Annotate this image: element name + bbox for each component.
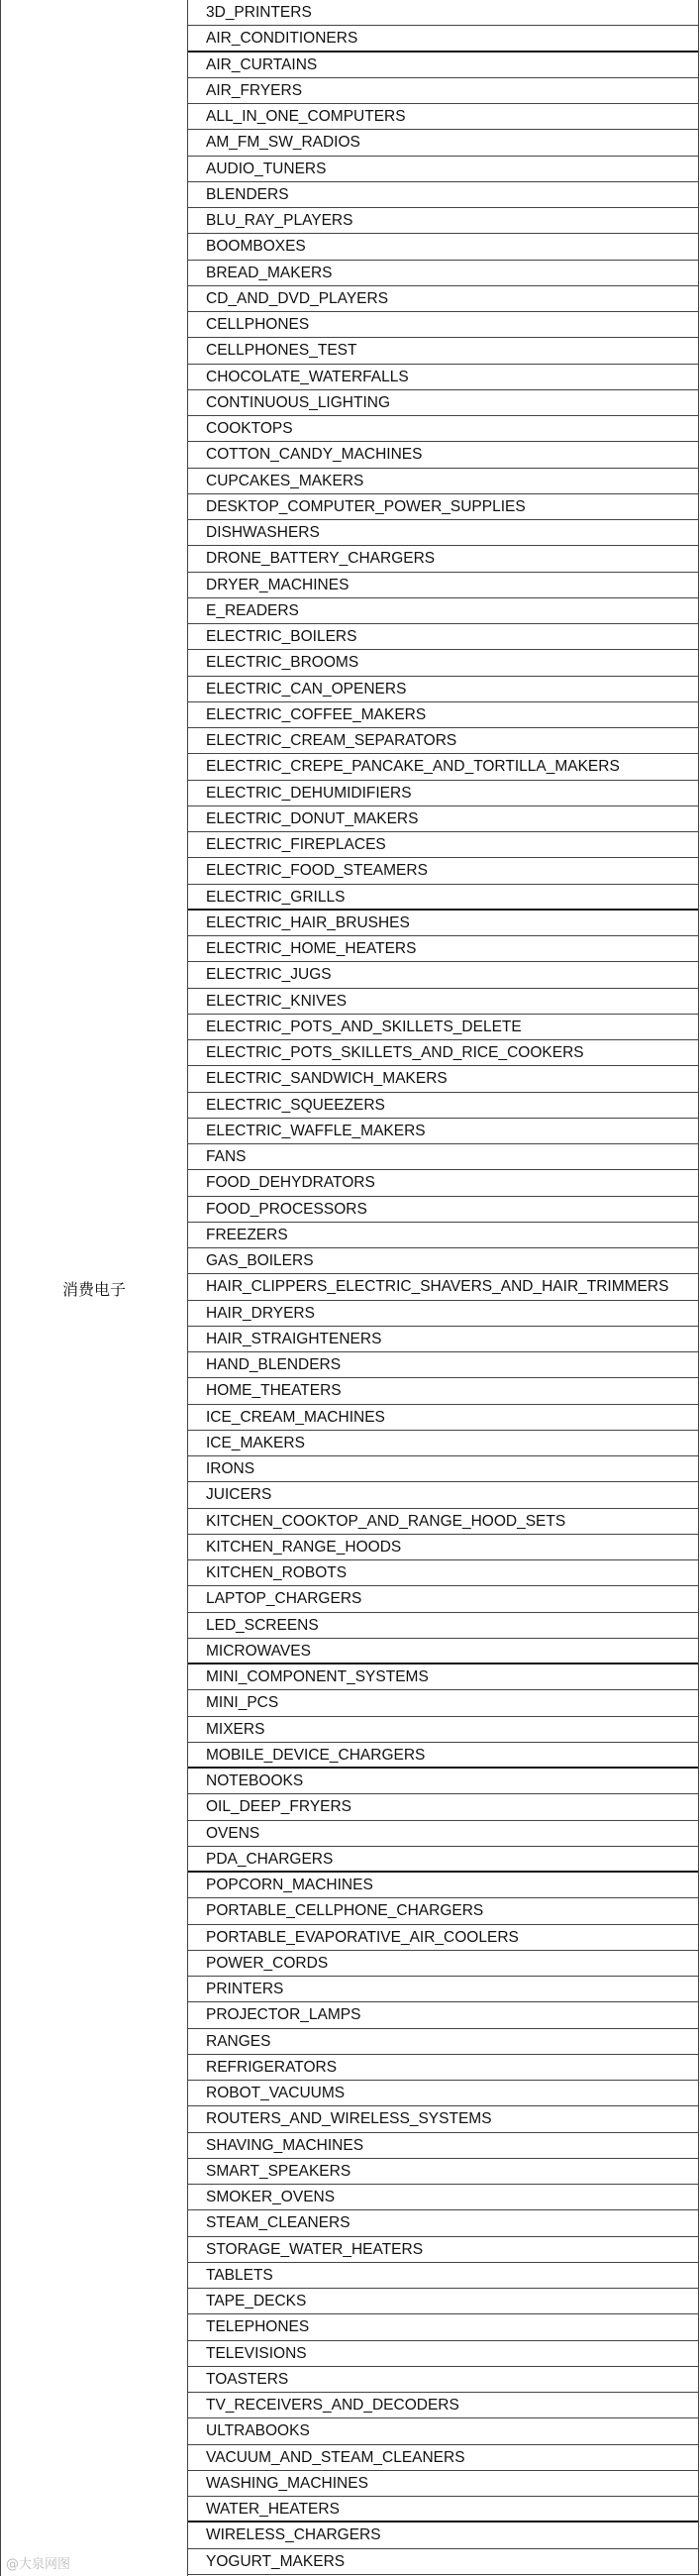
table-row[interactable]: HAND_BLENDERS (188, 1352, 698, 1378)
table-row[interactable]: TELEPHONES (188, 2314, 698, 2340)
table-row[interactable]: VACUUM_AND_STEAM_CLEANERS (188, 2445, 698, 2471)
table-row[interactable]: ELECTRIC_KNIVES (188, 989, 698, 1015)
table-row[interactable]: ROBOT_VACUUMS (188, 2081, 698, 2106)
table-row[interactable]: FOOD_PROCESSORS (188, 1197, 698, 1223)
table-row[interactable]: ELECTRIC_FOOD_STEAMERS (188, 858, 698, 884)
table-row[interactable]: TV_RECEIVERS_AND_DECODERS (188, 2393, 698, 2418)
table-row[interactable]: HOME_THEATERS (188, 1378, 698, 1404)
table-row[interactable]: HAIR_DRYERS (188, 1301, 698, 1327)
table-row[interactable]: ELECTRIC_DONUT_MAKERS (188, 806, 698, 832)
category-label: 消费电子 (61, 1279, 126, 1299)
table-row[interactable]: STEAM_CLEANERS (188, 2210, 698, 2236)
table-row[interactable]: ELECTRIC_POTS_AND_SKILLETS_DELETE (188, 1015, 698, 1040)
table-row[interactable]: ALL_IN_ONE_COMPUTERS (188, 104, 698, 130)
table-row[interactable]: DESKTOP_COMPUTER_POWER_SUPPLIES (188, 494, 698, 520)
table-row[interactable]: ICE_CREAM_MACHINES (188, 1405, 698, 1431)
table-row[interactable]: CONTINUOUS_LIGHTING (188, 390, 698, 416)
table-row[interactable]: ELECTRIC_BROOMS (188, 650, 698, 676)
item-list (188, 0, 699, 2575)
table-row[interactable]: CELLPHONES_TEST (188, 338, 698, 364)
table-row[interactable]: ELECTRIC_BOILERS (188, 624, 698, 650)
table-row[interactable]: MOBILE_DEVICE_CHARGERS (188, 1743, 698, 1769)
table-row[interactable]: ELECTRIC_FIREPLACES (188, 832, 698, 858)
table-row[interactable]: STORAGE_WATER_HEATERS (188, 2237, 698, 2263)
table-row[interactable]: POWER_CORDS (188, 1951, 698, 1977)
table-row[interactable]: JUICERS (188, 1482, 698, 1508)
table-row[interactable]: CHOCOLATE_WATERFALLS (188, 365, 698, 390)
table-row[interactable]: COOKTOPS (188, 416, 698, 442)
table-row[interactable]: MINI_PCS (188, 1690, 698, 1716)
table-row[interactable]: BOOMBOXES (188, 234, 698, 260)
table-row[interactable]: PROJECTOR_LAMPS (188, 2002, 698, 2028)
table-row[interactable]: FREEZERS (188, 1223, 698, 1248)
table-row[interactable]: SHAVING_MACHINES (188, 2133, 698, 2159)
table-row[interactable]: RANGES (188, 2029, 698, 2055)
table-row[interactable]: REFRIGERATORS (188, 2055, 698, 2081)
table-row[interactable]: MINI_COMPONENT_SYSTEMS (188, 1664, 698, 1690)
table-row[interactable]: CUPCAKES_MAKERS (188, 469, 698, 494)
table-row[interactable]: LED_SCREENS (188, 1613, 698, 1639)
table-row[interactable]: WIRELESS_CHARGERS (188, 2522, 698, 2548)
table-row[interactable]: KITCHEN_RANGE_HOODS (188, 1535, 698, 1560)
watermark: @大泉网图 (6, 2557, 71, 2572)
table-row[interactable]: DRONE_BATTERY_CHARGERS (188, 546, 698, 572)
table-row[interactable]: NOTEBOOKS (188, 1769, 698, 1794)
table-row[interactable]: CELLPHONES (188, 312, 698, 338)
table-row[interactable]: AIR_FRYERS (188, 78, 698, 104)
table-row[interactable]: ROUTERS_AND_WIRELESS_SYSTEMS (188, 2106, 698, 2132)
table-row[interactable]: WATER_HEATERS (188, 2497, 698, 2522)
table-row[interactable]: BLENDERS (188, 182, 698, 208)
table-row[interactable]: COTTON_CANDY_MACHINES (188, 442, 698, 468)
table-row[interactable]: FOOD_DEHYDRATORS (188, 1170, 698, 1196)
table-row[interactable]: ELECTRIC_SANDWICH_MAKERS (188, 1066, 698, 1092)
table-row[interactable]: TABLETS (188, 2263, 698, 2289)
table-row[interactable]: TAPE_DECKS (188, 2289, 698, 2314)
table-row[interactable]: OIL_DEEP_FRYERS (188, 1794, 698, 1820)
table-row[interactable]: 3D_PRINTERS (188, 0, 698, 26)
table-row[interactable]: IRONS (188, 1456, 698, 1482)
table-row[interactable]: YOGURT_MAKERS (188, 2549, 698, 2575)
table-row[interactable]: AIR_CONDITIONERS (188, 26, 698, 52)
table-row[interactable]: FANS (188, 1144, 698, 1170)
table-row[interactable]: ELECTRIC_CREAM_SEPARATORS (188, 728, 698, 754)
table-row[interactable]: PORTABLE_CELLPHONE_CHARGERS (188, 1898, 698, 1924)
table-row[interactable]: OVENS (188, 1821, 698, 1847)
table-row[interactable]: BLU_RAY_PLAYERS (188, 208, 698, 234)
table-row[interactable]: ELECTRIC_HOME_HEATERS (188, 936, 698, 962)
table-row[interactable]: ELECTRIC_COFFEE_MAKERS (188, 702, 698, 728)
table-row[interactable]: ICE_MAKERS (188, 1431, 698, 1456)
table-row[interactable]: PRINTERS (188, 1977, 698, 2002)
table-row[interactable]: BREAD_MAKERS (188, 261, 698, 286)
table-row[interactable]: TOASTERS (188, 2367, 698, 2393)
table-row[interactable]: SMART_SPEAKERS (188, 2159, 698, 2185)
table-row[interactable]: AUDIO_TUNERS (188, 157, 698, 182)
table-row[interactable]: AIR_CURTAINS (188, 53, 698, 78)
table-row[interactable]: KITCHEN_COOKTOP_AND_RANGE_HOOD_SETS (188, 1509, 698, 1535)
table-row[interactable]: PDA_CHARGERS (188, 1847, 698, 1873)
table-row[interactable]: ELECTRIC_HAIR_BRUSHES (188, 911, 698, 936)
table-row[interactable]: ELECTRIC_DEHUMIDIFIERS (188, 781, 698, 806)
table-row[interactable]: KITCHEN_ROBOTS (188, 1560, 698, 1586)
table-row[interactable]: HAIR_CLIPPERS_ELECTRIC_SHAVERS_AND_HAIR_TRIMMERS (188, 1274, 698, 1300)
table-row[interactable]: MIXERS (188, 1717, 698, 1743)
table-row[interactable]: HAIR_STRAIGHTENERS (188, 1327, 698, 1352)
table-row[interactable]: DRYER_MACHINES (188, 573, 698, 598)
table-row[interactable]: SMOKER_OVENS (188, 2185, 698, 2210)
table-row[interactable]: MICROWAVES (188, 1639, 698, 1664)
table-row[interactable]: CD_AND_DVD_PLAYERS (188, 286, 698, 312)
table-row[interactable]: DISHWASHERS (188, 520, 698, 546)
table-row[interactable]: ELECTRIC_WAFFLE_MAKERS (188, 1119, 698, 1144)
table-row[interactable]: ELECTRIC_GRILLS (188, 885, 698, 911)
table-row[interactable]: ELECTRIC_SQUEEZERS (188, 1093, 698, 1119)
table-row[interactable]: ELECTRIC_JUGS (188, 962, 698, 988)
table-row[interactable]: E_READERS (188, 598, 698, 624)
table-row[interactable]: ELECTRIC_CREPE_PANCAKE_AND_TORTILLA_MAKERS (188, 754, 698, 780)
table-row[interactable]: ELECTRIC_POTS_SKILLETS_AND_RICE_COOKERS (188, 1040, 698, 1066)
table-row[interactable]: ULTRABOOKS (188, 2418, 698, 2444)
table-row[interactable]: TELEVISIONS (188, 2341, 698, 2367)
table-row[interactable]: GAS_BOILERS (188, 1248, 698, 1274)
table-row[interactable]: LAPTOP_CHARGERS (188, 1586, 698, 1612)
table-row[interactable]: POPCORN_MACHINES (188, 1873, 698, 1898)
table-row[interactable]: ELECTRIC_CAN_OPENERS (188, 677, 698, 702)
table-row[interactable]: PORTABLE_EVAPORATIVE_AIR_COOLERS (188, 1925, 698, 1951)
table-row[interactable]: WASHING_MACHINES (188, 2471, 698, 2497)
category-cell[interactable] (0, 0, 188, 2576)
table-row[interactable]: AM_FM_SW_RADIOS (188, 130, 698, 156)
